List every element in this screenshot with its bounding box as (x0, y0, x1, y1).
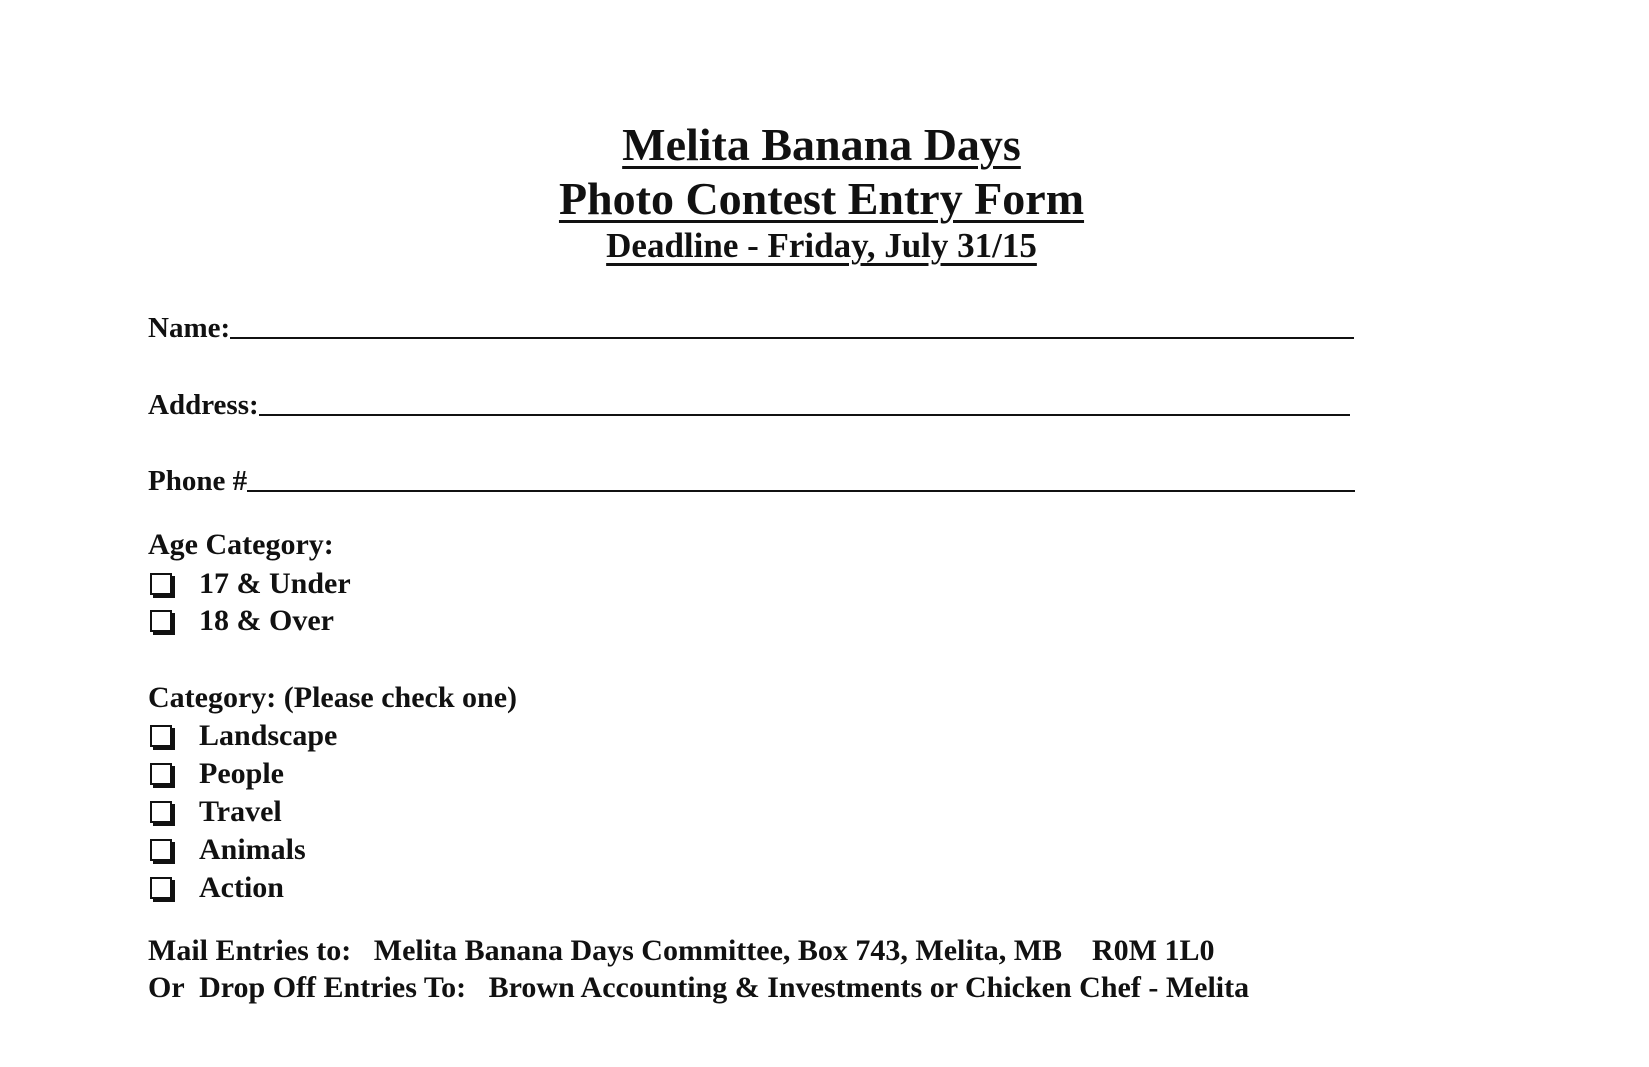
checkbox-icon[interactable] (150, 573, 172, 595)
category-option-label: Landscape (199, 719, 338, 752)
phone-label: Phone # (148, 465, 248, 497)
age-option-label: 18 & Over (199, 604, 334, 637)
category-option-people[interactable] (150, 757, 284, 791)
age-option-18-over[interactable] (150, 604, 334, 638)
name-input-line[interactable] (230, 336, 1354, 339)
category-option-action[interactable] (150, 871, 284, 905)
category-option-label: Animals (199, 833, 306, 866)
category-option-animals[interactable] (150, 833, 306, 867)
mail-entries-text: Mail Entries to: Melita Banana Days Committee, Box 743, Melita, MB R0M 1L0 (148, 934, 1215, 967)
form-subtitle-text: Photo Contest Entry Form (558, 173, 1085, 224)
category-option-travel[interactable] (150, 795, 282, 829)
category-option-label: People (199, 757, 284, 790)
deadline (0, 226, 1646, 266)
phone-field[interactable] (148, 465, 1355, 498)
category-option-label: Action (199, 871, 284, 904)
form-subtitle (0, 172, 1646, 225)
address-label: Address: (148, 389, 259, 421)
drop-off-entries-text: Or Drop Off Entries To: Brown Accounting & Investments or Chicken Chef - Melita (148, 971, 1250, 1004)
checkbox-icon[interactable] (150, 839, 172, 861)
address-input-line[interactable] (259, 413, 1350, 416)
checkbox-icon[interactable] (150, 801, 172, 823)
checkbox-icon[interactable] (150, 725, 172, 747)
name-field[interactable] (148, 312, 1354, 345)
category-option-label: Travel (199, 795, 282, 828)
category-label: Category: (Please check one) (148, 681, 518, 714)
deadline-text: Deadline - Friday, July 31/15 (606, 226, 1037, 265)
form-title (0, 118, 1646, 171)
category-option-landscape[interactable] (150, 719, 337, 753)
phone-input-line[interactable] (247, 489, 1355, 492)
form-title-text: Melita Banana Days (622, 119, 1021, 170)
age-category-label: Age Category: (148, 528, 334, 561)
checkbox-icon[interactable] (150, 763, 172, 785)
address-field[interactable] (148, 389, 1350, 422)
checkbox-icon[interactable] (150, 610, 172, 632)
checkbox-icon[interactable] (150, 877, 172, 899)
age-option-label: 17 & Under (199, 567, 351, 600)
age-option-17-under[interactable] (150, 567, 351, 601)
name-label: Name: (148, 312, 231, 344)
